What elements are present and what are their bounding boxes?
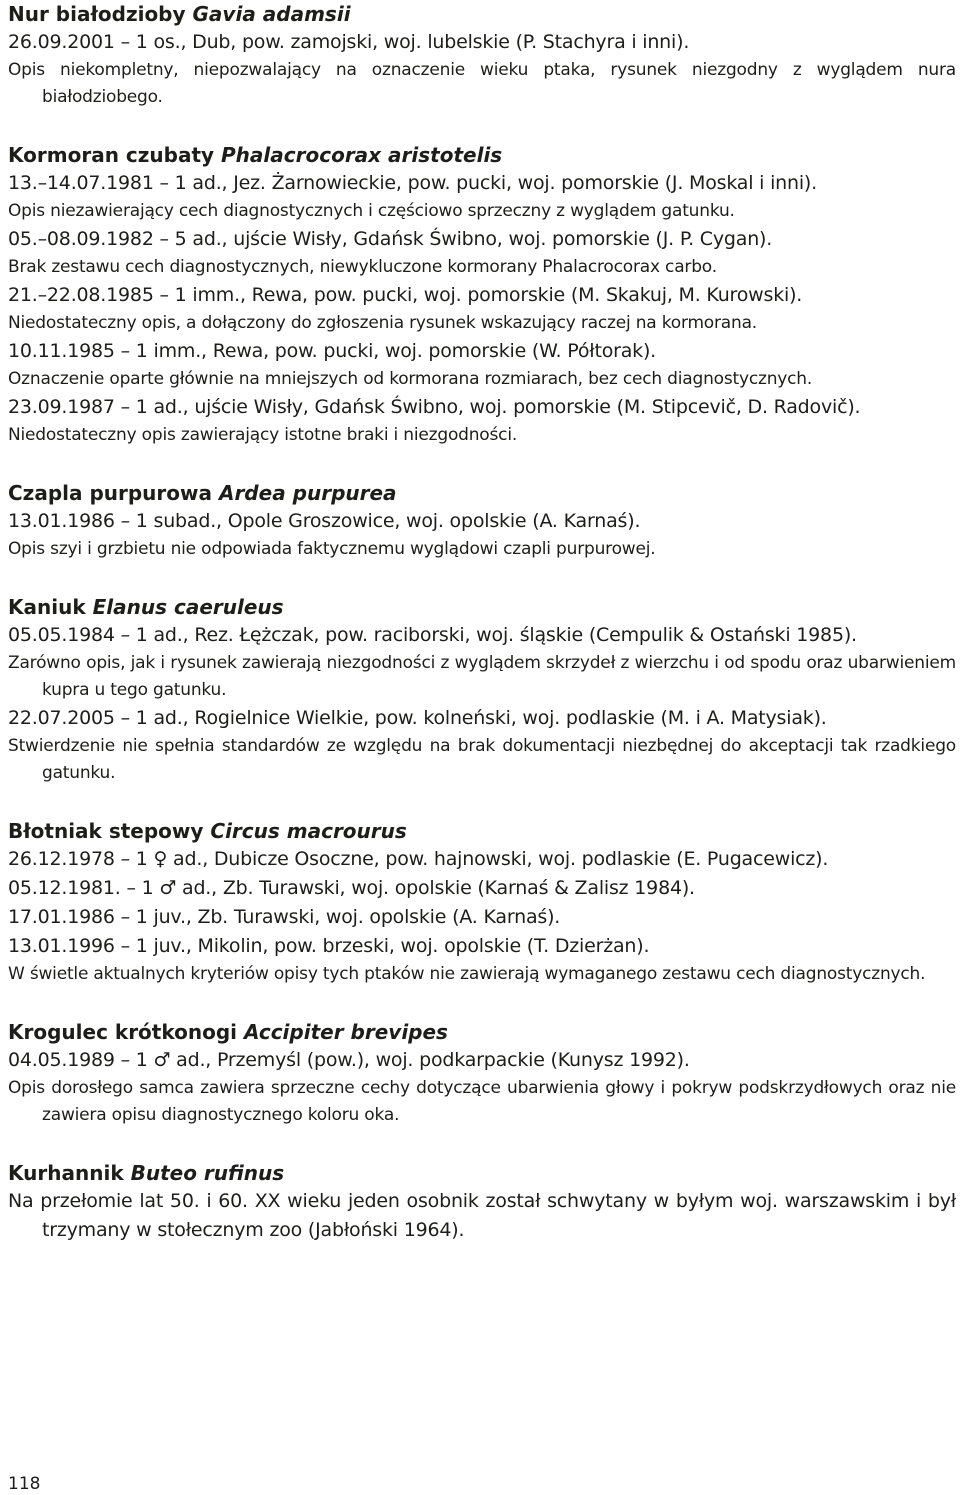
species-section <box>8 787 956 988</box>
species-heading <box>8 1159 956 1187</box>
observation-record: 23.09.1987 – 1 ad., ujście Wisły, Gdańsk Świbno, woj. pomorskie (M. Stipcevič, D. Radovič). <box>8 396 861 418</box>
section-gap <box>8 988 956 1018</box>
observation-record: 26.12.1978 – 1 ♀ ad., Dubicze Osoczne, pow. hajnowski, woj. podlaskie (E. Pugacewicz). <box>8 848 829 870</box>
species-section <box>8 111 956 449</box>
page-number: 118 <box>8 1474 41 1494</box>
observation-record: 13.–14.07.1981 – 1 ad., Jez. Żarnowieckie, pow. pucki, woj. pomorskie (J. Moskal i inni). <box>8 172 817 194</box>
species-section <box>8 988 956 1129</box>
section-gap <box>8 449 956 479</box>
species-section <box>8 563 956 787</box>
species-section <box>8 1129 956 1245</box>
common-name: Nur białodzioby <box>8 2 186 26</box>
observation-record: 05.12.1981. – 1 ♂ ad., Zb. Turawski, woj. opolskie (Karnaś & Zalisz 1984). <box>8 877 695 899</box>
observation-record: 22.07.2005 – 1 ad., Rogielnice Wielkie, pow. kolneński, woj. podlaskie (M. i A. Matysiak). <box>8 707 827 729</box>
assessment-note: Opis niekompletny, niepozwalający na oznaczenie wieku ptaka, rysunek niezgodny z wyglądem nura białodziobego. <box>8 60 956 107</box>
species-heading <box>8 479 956 507</box>
latin-name: Ardea purpurea <box>218 481 397 505</box>
assessment-note: W świetle aktualnych kryteriów opisy tych ptaków nie zawierają wymaganego zestawu cech diagnostycznych. <box>8 964 926 984</box>
latin-name: Elanus caeruleus <box>92 595 284 619</box>
section-gap <box>8 1129 956 1159</box>
latin-name: Accipiter brevipes <box>243 1020 448 1044</box>
document-page <box>8 0 956 1245</box>
species-section <box>8 449 956 563</box>
common-name: Błotniak stepowy <box>8 819 204 843</box>
observation-record: 26.09.2001 – 1 os., Dub, pow. zamojski, woj. lubelskie (P. Stachyra i inni). <box>8 31 690 53</box>
assessment-note: Opis niezawierający cech diagnostycznych i częściowo sprzeczny z wyglądem gatunku. <box>8 201 735 221</box>
species-heading <box>8 1018 956 1046</box>
common-name: Kurhannik <box>8 1161 124 1185</box>
observation-record: 17.01.1986 – 1 juv., Zb. Turawski, woj. opolskie (A. Karnaś). <box>8 906 561 928</box>
assessment-note: Brak zestawu cech diagnostycznych, niewykluczone kormorany Phalacrocorax carbo. <box>8 257 717 277</box>
species-heading <box>8 141 956 169</box>
assessment-note: Opis szyi i grzbietu nie odpowiada faktycznemu wyglądowi czapli purpurowej. <box>8 539 656 559</box>
observation-record: 04.05.1989 – 1 ♂ ad., Przemyśl (pow.), woj. podkarpackie (Kunysz 1992). <box>8 1049 690 1071</box>
common-name: Krogulec krótkonogi <box>8 1020 238 1044</box>
assessment-note: Stwierdzenie nie spełnia standardów ze względu na brak dokumentacji niezbędnej do akceptacji tak rzadkiego gatunku. <box>8 736 956 783</box>
latin-name: Buteo rufinus <box>130 1161 285 1185</box>
latin-name: Gavia adamsii <box>192 2 351 26</box>
observation-record: 05.–08.09.1982 – 5 ad., ujście Wisły, Gdańsk Świbno, woj. pomorskie (J. P. Cygan). <box>8 228 773 250</box>
latin-name: Phalacrocorax aristotelis <box>221 143 503 167</box>
common-name: Czapla purpurowa <box>8 481 212 505</box>
assessment-note: Oznaczenie oparte głównie na mniejszych od kormorana rozmiarach, bez cech diagnostycznych. <box>8 369 813 389</box>
observation-record: 10.11.1985 – 1 imm., Rewa, pow. pucki, woj. pomorskie (W. Półtorak). <box>8 340 657 362</box>
assessment-note: Opis dorosłego samca zawiera sprzeczne cechy dotyczące ubarwienia głowy i pokryw podskrzydłowych oraz nie zawiera opisu diagnostycznego koloru oka. <box>8 1078 956 1125</box>
assessment-note: Niedostateczny opis zawierający istotne braki i niezgodności. <box>8 425 518 445</box>
section-gap <box>8 787 956 817</box>
observation-record: 05.05.1984 – 1 ad., Rez. Łężczak, pow. raciborski, woj. śląskie (Cempulik & Ostański 1985). <box>8 624 857 646</box>
assessment-note: Zarówno opis, jak i rysunek zawierają niezgodności z wyglądem skrzydeł z wierzchu i od spodu oraz ubarwieniem kupra u tego gatunku. <box>8 653 956 700</box>
section-gap <box>8 563 956 593</box>
common-name: Kaniuk <box>8 595 86 619</box>
observation-record: Na przełomie lat 50. i 60. XX wieku jeden osobnik został schwytany w byłym woj. warszawskim i był trzymany w stołecznym zoo (Jabłoński 1964). <box>8 1190 956 1241</box>
species-heading <box>8 593 956 621</box>
species-heading <box>8 0 956 28</box>
observation-record: 13.01.1996 – 1 juv., Mikolin, pow. brzeski, woj. opolskie (T. Dzierżan). <box>8 935 650 957</box>
latin-name: Circus macrourus <box>210 819 407 843</box>
species-section <box>8 0 956 111</box>
section-gap <box>8 111 956 141</box>
observation-record: 13.01.1986 – 1 subad., Opole Groszowice, woj. opolskie (A. Karnaś). <box>8 510 641 532</box>
species-heading <box>8 817 956 845</box>
common-name: Kormoran czubaty <box>8 143 215 167</box>
observation-record: 21.–22.08.1985 – 1 imm., Rewa, pow. pucki, woj. pomorskie (M. Skakuj, M. Kurowski). <box>8 284 803 306</box>
assessment-note: Niedostateczny opis, a dołączony do zgłoszenia rysunek wskazujący raczej na kormorana. <box>8 313 758 333</box>
